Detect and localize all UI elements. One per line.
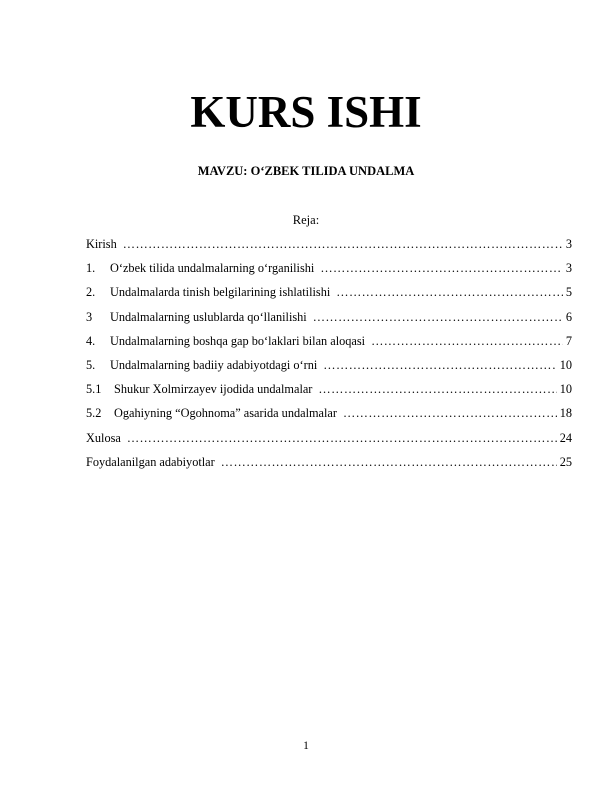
toc-item-5-1 (86, 381, 572, 405)
toc-page-number: 24 (559, 430, 572, 445)
toc-leader-dots (123, 236, 563, 252)
toc-number: 5. (86, 357, 96, 372)
toc-number: 4. (86, 333, 96, 348)
toc-number: 3 (86, 309, 93, 324)
document-title: KURS ISHI (190, 87, 422, 137)
toc-number: 5.1 (86, 382, 102, 397)
toc-leader-dots (336, 284, 563, 300)
toc-leader-dots (313, 309, 563, 325)
toc-item-3 (86, 309, 572, 333)
page-number: 1 (303, 740, 309, 752)
toc-page-number: 18 (559, 406, 572, 421)
toc-item-xulosa (86, 430, 572, 454)
toc-page-number: 10 (559, 382, 572, 397)
toc-leader-dots (343, 405, 557, 421)
toc-label: Ogahiyning “Ogohnoma” asarida undalmalar (114, 406, 337, 421)
toc-label: Undalmalarning boshqa gap bo‘laklari bilan aloqasi (110, 333, 366, 348)
toc-item-2 (86, 284, 572, 308)
toc-label: Undalmalarning uslublarda qo‘llanilishi (110, 309, 307, 324)
toc-label: Kirish (86, 237, 117, 251)
toc-label: Undalmalarning badiiy adabiyotdagi o‘rni (110, 357, 318, 372)
plan-heading: Reja: (292, 213, 320, 227)
toc-item-5-2 (86, 405, 572, 429)
toc-page-number: 3 (565, 237, 572, 251)
toc-page-number: 3 (565, 261, 572, 276)
toc-item-4 (86, 333, 572, 357)
toc-label: Undalmalarda tinish belgilarining ishlatilishi (110, 285, 331, 300)
toc-item-1 (86, 260, 572, 284)
toc-page-number: 5 (565, 285, 572, 300)
toc-label: O‘zbek tilida undalmalarning o‘rganilishi (110, 261, 315, 276)
toc-page-number: 7 (565, 333, 572, 348)
toc-leader-dots (127, 430, 557, 446)
toc-page-number: 25 (559, 454, 572, 469)
toc-leader-dots (318, 381, 556, 397)
toc-item-adabiyotlar (86, 454, 572, 478)
toc-item-kirish (86, 236, 572, 260)
toc-number: 5.2 (86, 406, 102, 421)
toc-page-number: 10 (559, 357, 572, 372)
toc-page-number: 6 (565, 309, 572, 324)
toc-leader-dots (323, 357, 556, 373)
toc-number: 2. (86, 285, 96, 300)
toc-number: 1. (86, 261, 96, 276)
toc-leader-dots (221, 454, 557, 470)
toc-label: Foydalanilgan adabiyotlar (86, 454, 215, 469)
toc-leader-dots (371, 333, 563, 349)
toc-leader-dots (320, 260, 563, 276)
toc-label: Shukur Xolmirzayev ijodida undalmalar (114, 382, 313, 397)
toc-label: Xulosa (86, 430, 121, 445)
table-of-contents (86, 236, 572, 478)
toc-item-5 (86, 357, 572, 381)
document-subtitle: MAVZU: O‘ZBEK TILIDA UNDALMA (197, 164, 415, 178)
